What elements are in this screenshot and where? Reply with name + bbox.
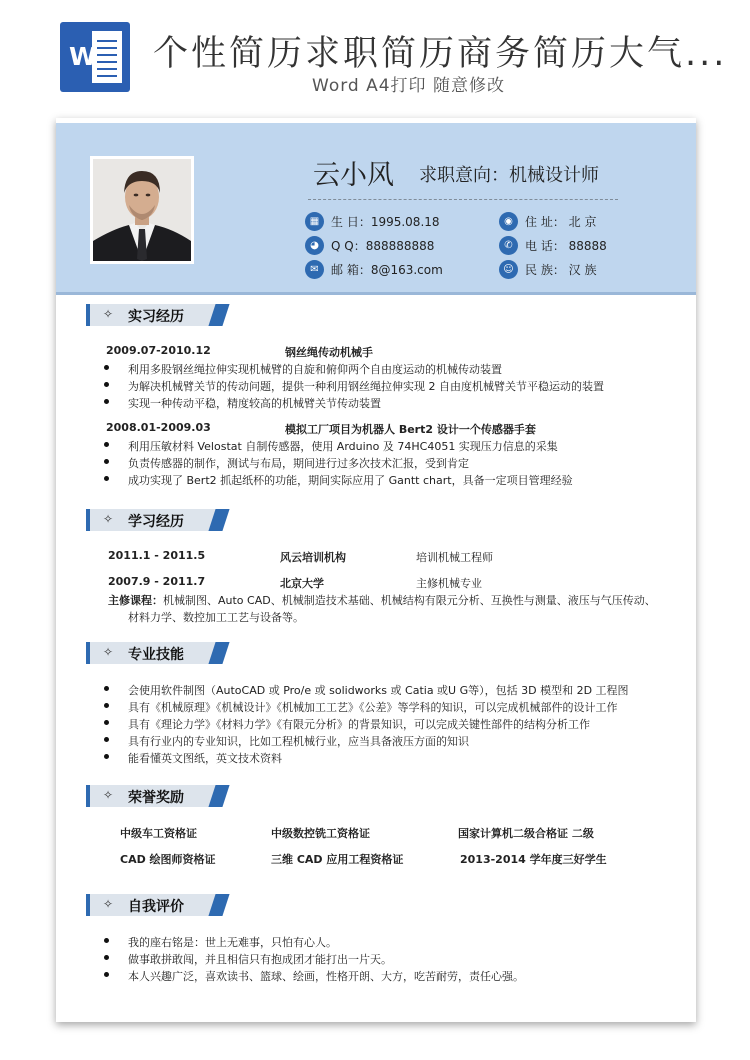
people-icon: ☺ — [499, 260, 518, 279]
word-document-icon: W — [60, 22, 130, 92]
section-awards-heading: ✧ 荣誉奖励 — [86, 785, 226, 807]
profile-header — [56, 123, 696, 295]
job-title: 钢丝绳传动机械手 — [285, 346, 373, 359]
template-subtitle: Word A4打印 随意修改 — [312, 76, 505, 96]
list-item: 我的座右铭是：世上无难事，只怕有心人。 — [106, 934, 337, 950]
mail-icon: ✉ — [305, 260, 324, 279]
list-item: 实现一种传动平稳，精度较高的机械臂关节传动装置 — [106, 395, 381, 411]
section-self-evaluation-heading: ✧ 自我评价 — [86, 894, 226, 916]
job-date: 2009.07-2010.12 — [106, 344, 211, 357]
edu-school: 风云培训机构 — [280, 551, 346, 564]
award-item: 三维 CAD 应用工程资格证 — [271, 853, 404, 866]
list-item: 能看懂英文图纸，英文技术资料 — [106, 750, 282, 766]
courses-line: 主修课程：机械制图、Auto CAD、机械制造技术基础、机械结构有限元分析、互换性与测量、液压与气压传动、 — [108, 594, 656, 607]
list-item: 具有《机械原理》《机械设计》《机械加工工艺》《公差》等学科的知识，可以完成机械部件的设计工作 — [106, 699, 618, 715]
edu-school: 北京大学 — [280, 577, 324, 590]
job-date: 2008.01-2009.03 — [106, 421, 211, 434]
job-objective: 求职意向：机械设计师 — [419, 165, 599, 186]
address-info: ◉ 住 址： 北 京 — [499, 212, 596, 231]
list-item: 利用压敏材料 Velostat 自制传感器，使用 Arduino 及 74HC4051 实现压力信息的采集 — [106, 438, 558, 454]
email-info: ✉ 邮 箱：8@163.com — [305, 260, 443, 279]
header-divider — [308, 199, 618, 200]
list-item: 本人兴趣广泛，喜欢读书、篮球、绘画，性格开朗、大方，吃苦耐劳，责任心强。 — [106, 968, 524, 984]
award-item: CAD 绘图师资格证 — [120, 853, 216, 866]
sparkle-icon: ✧ — [103, 512, 114, 526]
section-skills-heading: ✧ 专业技能 — [86, 642, 226, 664]
sparkle-icon: ✧ — [103, 897, 114, 911]
courses-line: 材料力学、数控加工工艺与设备等。 — [128, 611, 304, 624]
candidate-name: 云小风 — [313, 160, 394, 191]
job-title: 模拟工厂项目为机器人 Bert2 设计一个传感器手套 — [285, 423, 536, 436]
edu-major: 主修机械专业 — [416, 577, 482, 590]
edu-date: 2007.9 - 2011.7 — [108, 575, 206, 588]
qq-info: ◕ Q Q：888888888 — [305, 236, 434, 255]
birthday-info: ▦ 生 日：1995.08.18 — [305, 212, 440, 231]
template-title: 个性简历求职简历商务简历大气... — [153, 34, 728, 74]
location-icon: ◉ — [499, 212, 518, 231]
sparkle-icon: ✧ — [103, 645, 114, 659]
list-item: 具有行业内的专业知识，比如工程机械行业，应当具备液压方面的知识 — [106, 733, 469, 749]
edu-major: 培训机械工程师 — [416, 551, 493, 564]
award-item: 国家计算机二级合格证 二级 — [458, 827, 594, 840]
calendar-icon: ▦ — [305, 212, 324, 231]
edu-date: 2011.1 - 2011.5 — [108, 549, 206, 562]
list-item: 为解决机械臂关节的传动问题，提供一种利用钢丝绳拉伸实现 2 自由度机械臂关节平稳运动的装置 — [106, 378, 604, 394]
sparkle-icon: ✧ — [103, 788, 114, 802]
template-banner — [0, 0, 750, 108]
section-education-heading: ✧ 学习经历 — [86, 509, 226, 531]
award-item: 中级数控铣工资格证 — [271, 827, 370, 840]
award-item: 中级车工资格证 — [120, 827, 197, 840]
phone-info: ✆ 电 话： 88888 — [499, 236, 607, 255]
sparkle-icon: ✧ — [103, 307, 114, 321]
list-item: 会使用软件制图（AutoCAD 或 Pro/e 或 solidworks 或 Catia 或U G等），包括 3D 模型和 2D 工程图 — [106, 682, 629, 698]
phone-icon: ✆ — [499, 236, 518, 255]
list-item: 利用多股钢丝绳拉伸实现机械臂的自旋和俯仰两个自由度运动的机械传动装置 — [106, 361, 502, 377]
list-item: 负责传感器的制作，测试与布局，期间进行过多次技术汇报，受到肯定 — [106, 455, 469, 471]
profile-photo — [90, 156, 194, 264]
list-item: 成功实现了 Bert2 抓起纸杯的功能，期间实际应用了 Gantt chart，具备一定项目管理经验 — [106, 472, 573, 488]
qq-icon: ◕ — [305, 236, 324, 255]
list-item: 具有《理论力学》《材料力学》《有限元分析》的背景知识，可以完成关键性部件的结构分析工作 — [106, 716, 590, 732]
award-item: 2013-2014 学年度三好学生 — [460, 853, 607, 866]
list-item: 做事敢拼敢闯，并且相信只有抱成团才能打出一片天。 — [106, 951, 392, 967]
section-internship-heading: ✧ 实习经历 — [86, 304, 226, 326]
ethnicity-info: ☺ 民 族： 汉 族 — [499, 260, 596, 279]
resume-page — [56, 118, 696, 1022]
